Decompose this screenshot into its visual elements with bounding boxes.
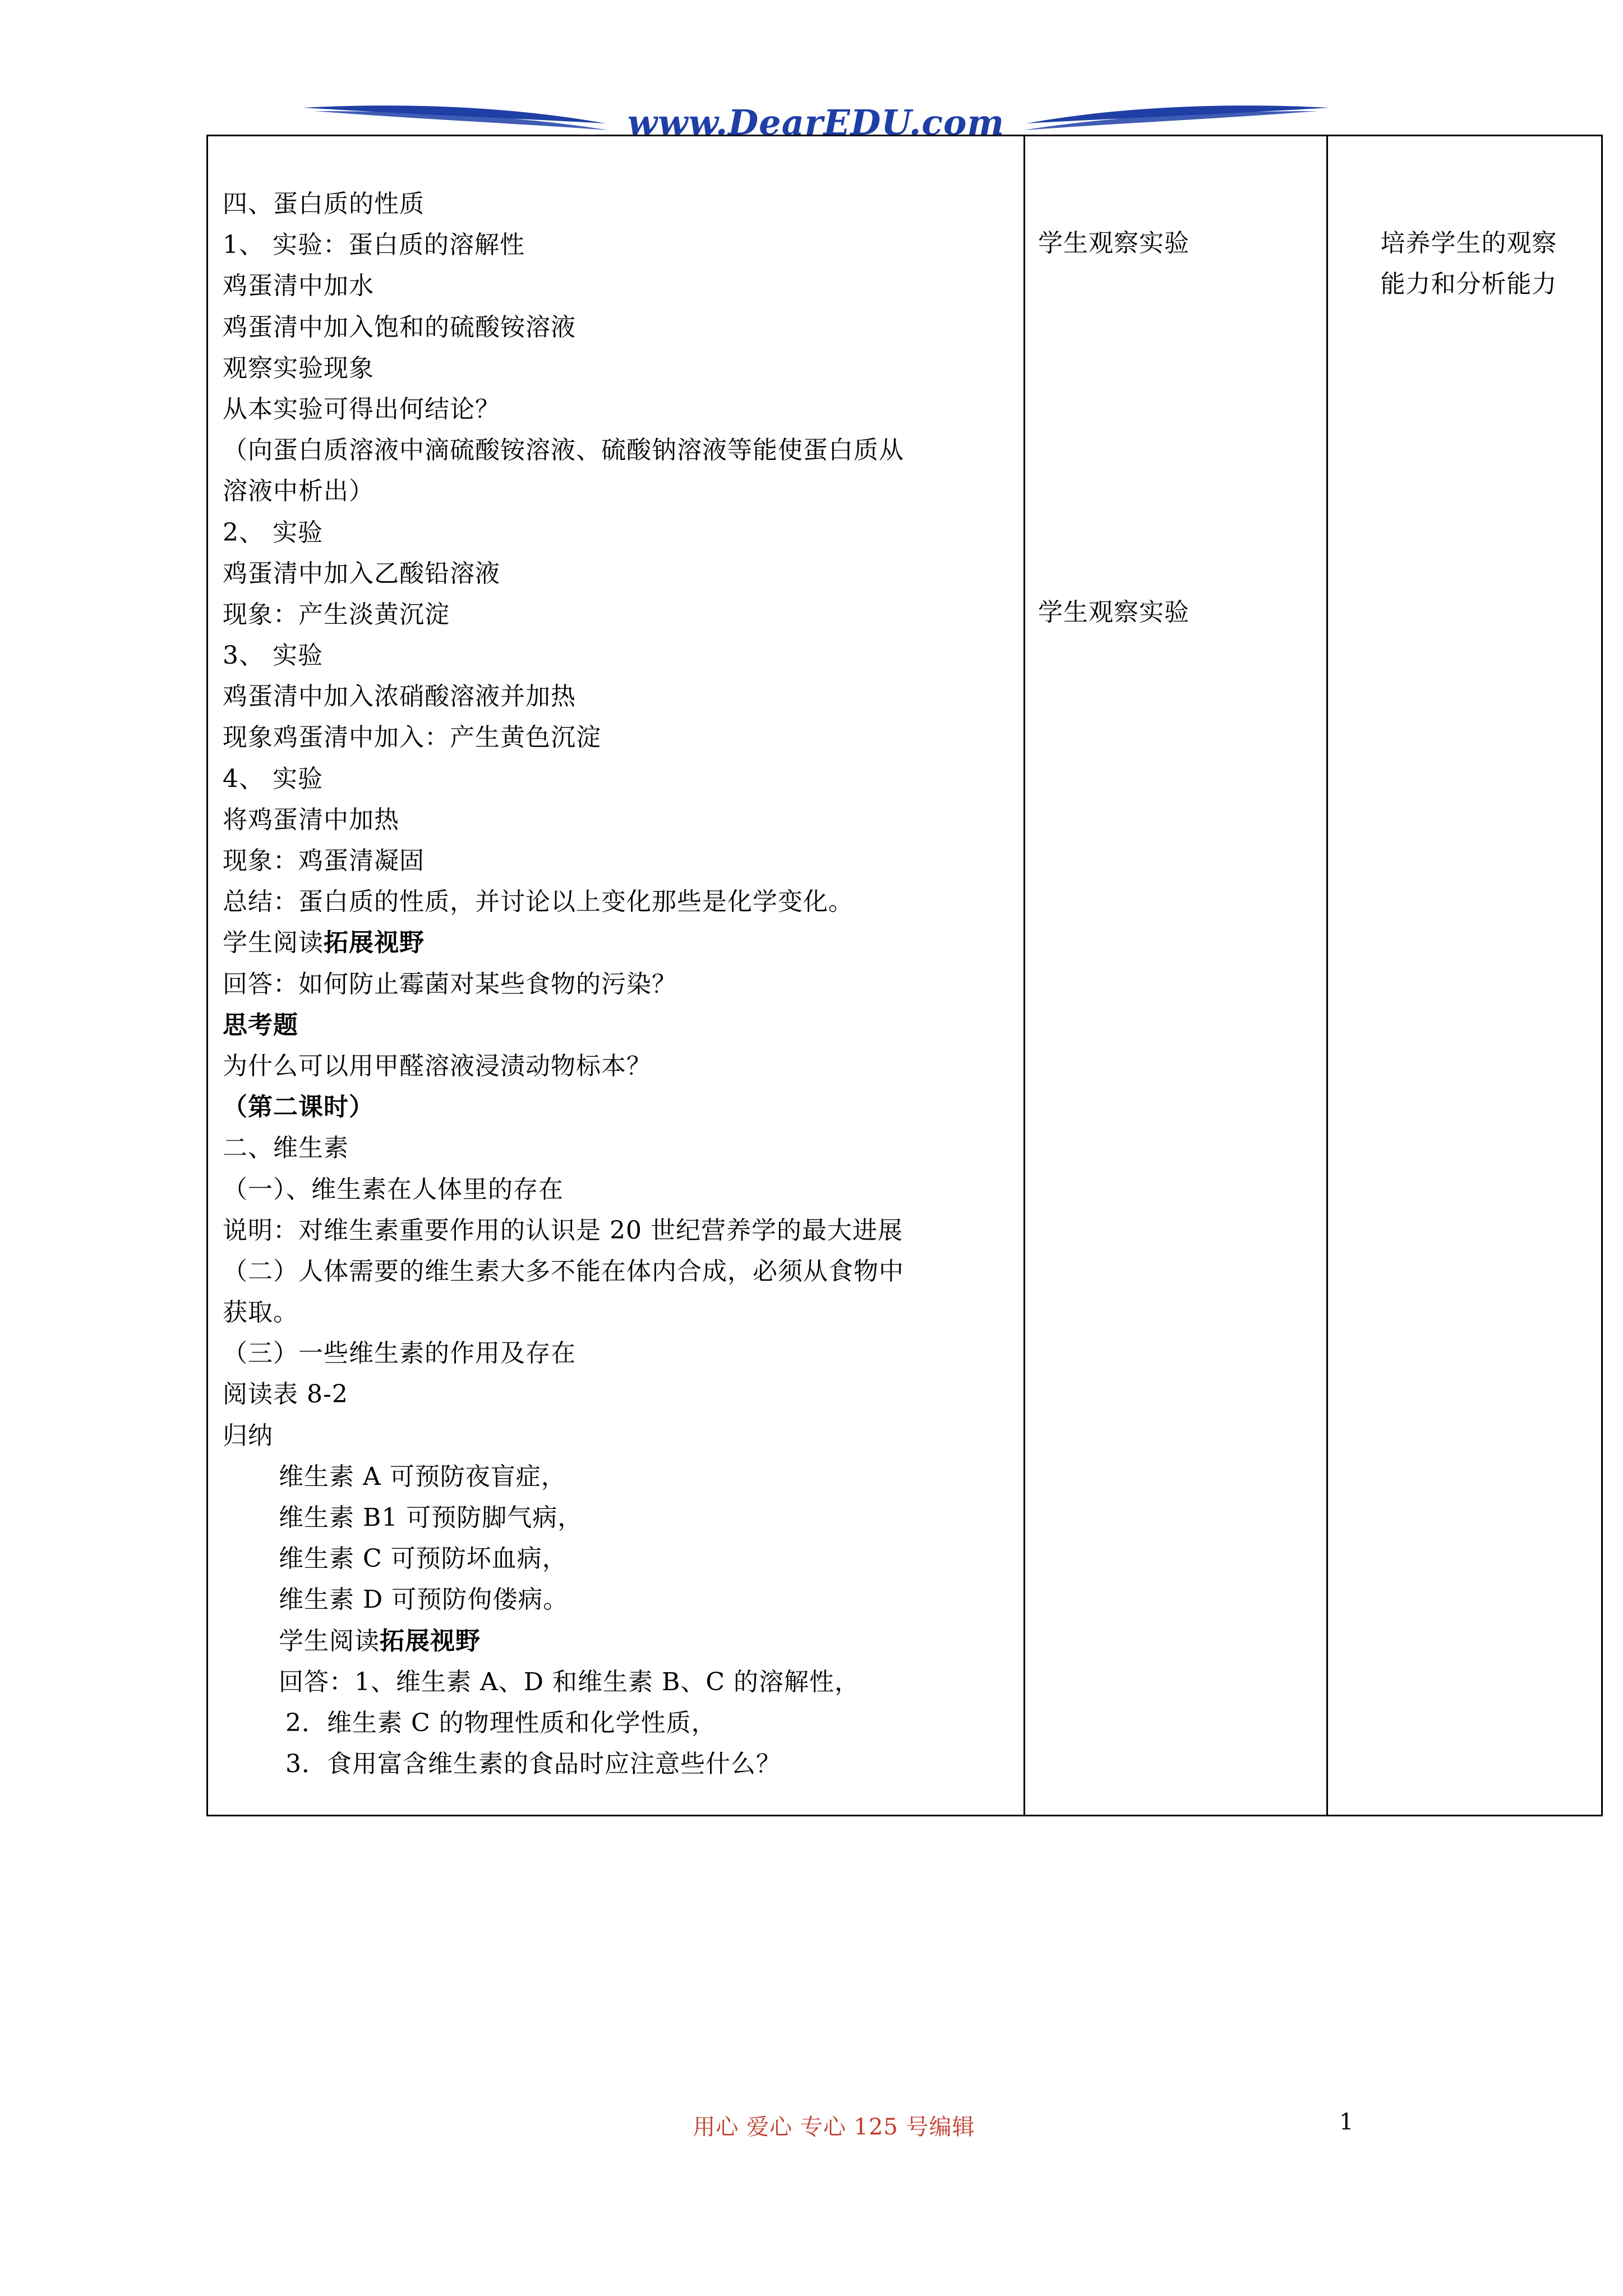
reading-prefix: 学生阅读 [223, 928, 324, 958]
lesson-plan-table [206, 135, 1603, 1816]
content-line: （二）人体需要的维生素大多不能在体内合成，必须从食物中 [223, 1257, 904, 1286]
activity-item: 学生观察实验 [1038, 598, 1189, 627]
reading-title: 拓展视野 [324, 928, 425, 958]
content-line: 2、 实验 [223, 518, 323, 547]
intent-line: 能力和分析能力 [1380, 270, 1557, 298]
reading-line [223, 922, 1019, 963]
think-question: 为什么可以用甲醛溶液浸渍动物标本？ [223, 1051, 652, 1080]
column-divider [1023, 136, 1025, 1815]
content-line: 4、 实验 [223, 764, 323, 793]
reading-prefix: 学生阅读 [279, 1626, 380, 1655]
intent-line: 培养学生的观察 [1380, 229, 1557, 257]
page-number: 1 [1339, 2109, 1354, 2135]
content-line: 3、 实验 [223, 641, 323, 670]
activity-item: 学生观察实验 [1038, 229, 1189, 257]
content-line: 观察实验现象 [223, 353, 374, 383]
content-line: 将鸡蛋清中加热 [223, 805, 399, 834]
content-line: 现象：产生淡黄沉淀 [223, 600, 450, 629]
content-line: 鸡蛋清中加水 [223, 272, 374, 301]
content-line: 二、维生素 [223, 1134, 349, 1163]
content-line: 1、 实验：蛋白质的溶解性 [223, 231, 525, 260]
summary-line: 维生素 D 可预防佝偻病。 [279, 1585, 569, 1614]
answer-line: 2．维生素 C 的物理性质和化学性质， [285, 1708, 717, 1737]
summary-line: 维生素 A 可预防夜盲症， [279, 1462, 566, 1491]
reading-title: 拓展视野 [380, 1626, 481, 1655]
summary-line: 维生素 B1 可预防脚气病， [279, 1503, 583, 1532]
teaching-content-column [223, 183, 1019, 1784]
answer-line: 回答：1、维生素 A、D 和维生素 B、C 的溶解性， [279, 1667, 860, 1696]
answer-line: 3．食用富含维生素的食品时应注意些什么？ [285, 1750, 781, 1779]
content-line: 现象鸡蛋清中加入：产生黄色沉淀 [223, 723, 601, 752]
content-line: 四、蛋白质的性质 [223, 190, 425, 218]
content-line: 说明：对维生素重要作用的认识是 20 世纪营养学的最大进展 [223, 1216, 903, 1245]
content-line: （一）、维生素在人体里的存在 [223, 1175, 564, 1204]
summary-line: 维生素 C 可预防坏血病， [279, 1544, 568, 1573]
content-line: 鸡蛋清中加入乙酸铅溶液 [223, 559, 500, 588]
content-line: 获取。 [223, 1298, 298, 1327]
content-line: 现象：鸡蛋清凝固 [223, 846, 425, 875]
content-line: （三）一些维生素的作用及存在 [223, 1339, 576, 1368]
content-line: 归纳 [223, 1421, 273, 1450]
design-intent-column [1340, 223, 1598, 305]
content-line: 鸡蛋清中加入浓硝酸溶液并加热 [223, 682, 576, 711]
second-lesson-heading: （第二课时） [223, 1093, 374, 1122]
content-line: 鸡蛋清中加入饱和的硫酸铵溶液 [223, 312, 576, 342]
content-line: 阅读表 8-2 [223, 1380, 348, 1409]
content-line: 从本实验可得出何结论？ [223, 394, 500, 424]
site-logo-text: www.DearEDU.com [627, 102, 1005, 143]
content-line: （向蛋白质溶液中滴硫酸铵溶液、硫酸钠溶液等能使蛋白质从 [223, 436, 904, 465]
content-line: 溶液中析出） [223, 477, 374, 506]
answer-line: 回答：如何防止霉菌对某些食物的污染？ [223, 969, 677, 999]
footer-editor-note: 用心 爱心 专心 125 号编辑 [693, 2114, 975, 2140]
think-title: 思考题 [223, 1010, 298, 1039]
reading-line [223, 1621, 1019, 1662]
column-divider [1326, 136, 1328, 1815]
content-line: 总结：蛋白质的性质，并讨论以上变化那些是化学变化。 [223, 887, 854, 917]
